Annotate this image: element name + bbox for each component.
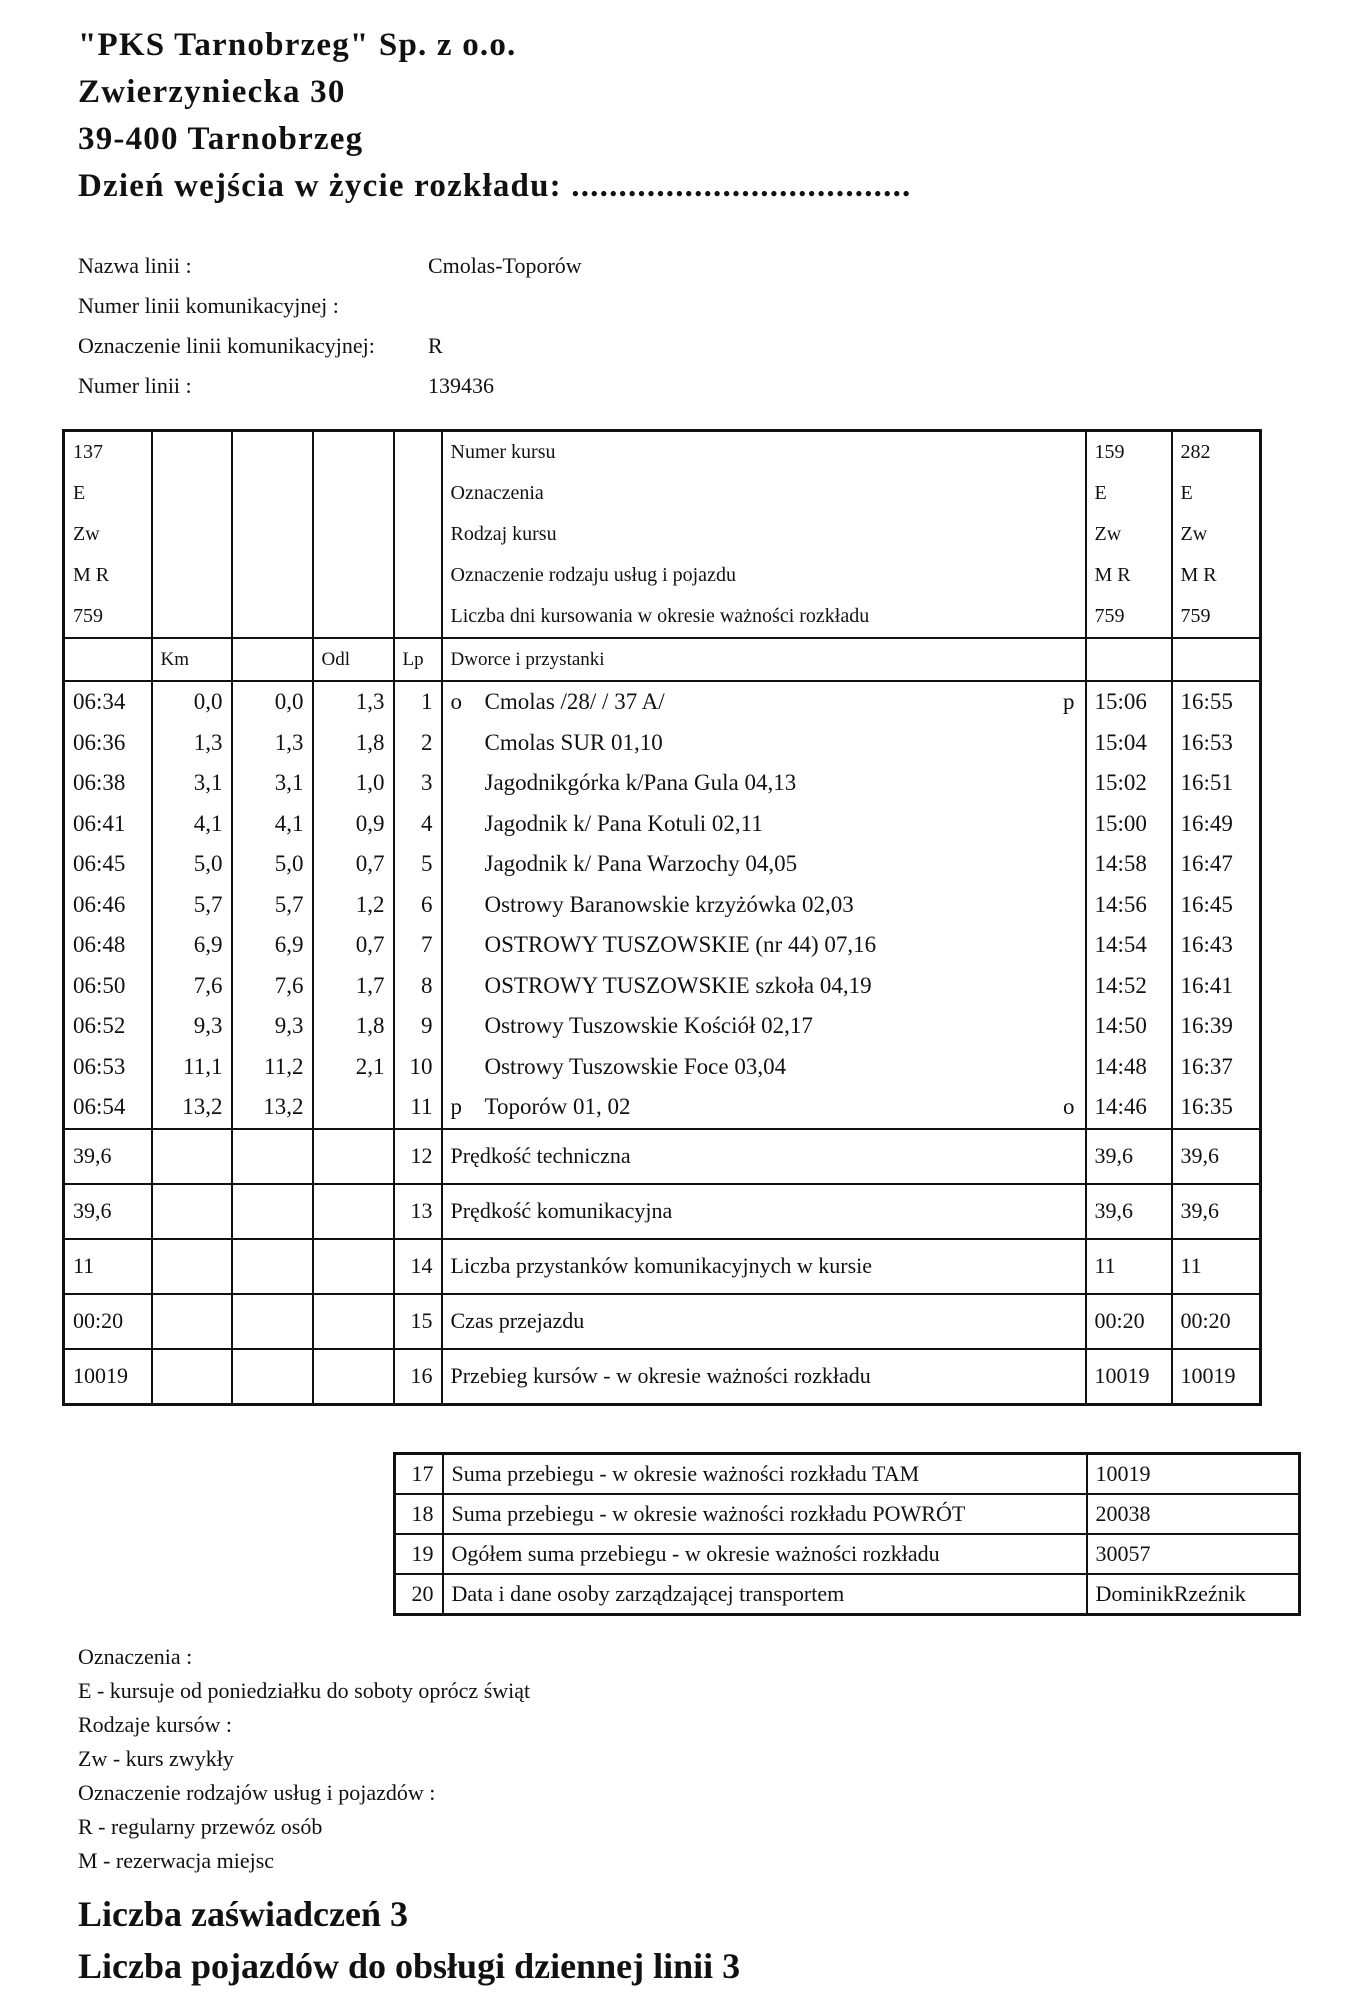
- summary-label: Liczba przystanków komunikacyjnych w kursie: [442, 1239, 1086, 1294]
- totals-body: [395, 1454, 1300, 1615]
- stop-name: Cmolas /28/ / 37 A/: [484, 689, 665, 715]
- summary-lp: 12: [394, 1129, 442, 1184]
- stop-lp: 9: [394, 1006, 442, 1047]
- summary-label: Prędkość komunikacyjna: [442, 1184, 1086, 1239]
- return-time-1: 14:58: [1086, 844, 1172, 885]
- return-time-1: 14:48: [1086, 1047, 1172, 1088]
- distance: 1,8: [313, 1006, 394, 1047]
- stop-lp: 3: [394, 763, 442, 804]
- legend-line: Rodzaje kursów :: [78, 1712, 232, 1737]
- stop-description: [442, 966, 1086, 1007]
- course-type-row: [64, 514, 1261, 555]
- stop-description: [442, 723, 1086, 764]
- totals-row: [395, 1494, 1300, 1534]
- totals-value: DominikRzeźnik: [1087, 1574, 1300, 1615]
- summary-row: [64, 1349, 1261, 1405]
- empty-cell: [313, 1349, 394, 1405]
- stop-name: Ostrowy Tuszowskie Foce 03,04: [484, 1053, 787, 1079]
- km-header: Km: [152, 638, 232, 681]
- summary-value-2: 10019: [1172, 1349, 1261, 1405]
- course-right2-value: Zw: [1172, 514, 1261, 555]
- stop-row: [64, 1006, 1261, 1047]
- stop-description: [442, 885, 1086, 926]
- summary-lp: 15: [394, 1294, 442, 1349]
- stop-name: Jagodnik k/ Pana Warzochy 04,05: [484, 851, 798, 877]
- departure-time: 06:54: [64, 1087, 152, 1129]
- km-forward: 1,3: [152, 723, 232, 764]
- company-city: 39-400 Tarnobrzeg: [78, 121, 364, 157]
- stop-row: [64, 844, 1261, 885]
- summary-lp: 14: [394, 1239, 442, 1294]
- stop-row: [64, 885, 1261, 926]
- stop-description: [442, 925, 1086, 966]
- stop-suffix-marker: o: [1063, 1094, 1075, 1120]
- km-return: 0,0: [232, 681, 313, 723]
- course-left-value: M R: [64, 555, 152, 596]
- legend-line: R - regularny przewóz osób: [78, 1814, 323, 1839]
- stop-name: Jagodnikgórka k/Pana Gula 04,13: [484, 770, 797, 796]
- summary-body: [64, 1129, 1261, 1405]
- km-forward: 4,1: [152, 804, 232, 845]
- line-number-value: 139436: [428, 373, 494, 398]
- totals-table: [393, 1452, 1301, 1616]
- return-time-2: 16:47: [1172, 844, 1261, 885]
- summary-label: Prędkość techniczna: [442, 1129, 1086, 1184]
- summary-row: [64, 1129, 1261, 1184]
- stop-description: [442, 681, 1086, 723]
- distance: 1,8: [313, 723, 394, 764]
- course-right2-value: E: [1172, 473, 1261, 514]
- departure-time: 06:50: [64, 966, 152, 1007]
- summary-label: Przebieg kursów - w okresie ważności rozkładu: [442, 1349, 1086, 1405]
- departure-time: 06:34: [64, 681, 152, 723]
- summary-value-2: 39,6: [1172, 1129, 1261, 1184]
- summary-value-2: 11: [1172, 1239, 1261, 1294]
- totals-row: [395, 1574, 1300, 1615]
- distance: 0,9: [313, 804, 394, 845]
- totals-row: [395, 1454, 1300, 1495]
- stop-lp: 5: [394, 844, 442, 885]
- stop-lp: 10: [394, 1047, 442, 1088]
- stop-lp: 1: [394, 681, 442, 723]
- course-left-value: 759: [64, 596, 152, 638]
- course-label: Liczba dni kursowania w okresie ważności rozkładu: [442, 596, 1086, 638]
- totals-label: Ogółem suma przebiegu - w okresie ważności rozkładu: [443, 1534, 1087, 1574]
- course-label: Oznaczenia: [442, 473, 1086, 514]
- summary-value-1: 10019: [1086, 1349, 1172, 1405]
- return-time-2: 16:41: [1172, 966, 1261, 1007]
- legend: [78, 1640, 530, 1878]
- empty-cell: [232, 1349, 313, 1405]
- course-service-row: [64, 555, 1261, 596]
- summary-label: Czas przejazdu: [442, 1294, 1086, 1349]
- stop-name: OSTROWY TUSZOWSKIE (nr 44) 07,16: [484, 932, 877, 958]
- departure-time: 06:36: [64, 723, 152, 764]
- totals-lp: 18: [395, 1494, 443, 1534]
- departure-time: 06:53: [64, 1047, 152, 1088]
- stop-row: [64, 804, 1261, 845]
- stop-prefix-marker: p: [450, 1094, 462, 1120]
- stop-description: [442, 804, 1086, 845]
- stop-row: [64, 763, 1261, 804]
- departure-time: 06:52: [64, 1006, 152, 1047]
- empty-cell: [313, 1294, 394, 1349]
- km-forward: 5,7: [152, 885, 232, 926]
- distance: 0,7: [313, 844, 394, 885]
- stop-row: [64, 723, 1261, 764]
- km-return: 9,3: [232, 1006, 313, 1047]
- return-time-2: 16:39: [1172, 1006, 1261, 1047]
- stop-row: [64, 1047, 1261, 1088]
- summary-value-2: 00:20: [1172, 1294, 1261, 1349]
- course-days-row: [64, 596, 1261, 638]
- totals-row: [395, 1534, 1300, 1574]
- line-name-label: Nazwa linii :: [78, 253, 192, 278]
- course-left-value: E: [64, 473, 152, 514]
- totals-label: Suma przebiegu - w okresie ważności rozkładu TAM: [443, 1454, 1087, 1495]
- departure-time: 06:45: [64, 844, 152, 885]
- return-time-1: 14:50: [1086, 1006, 1172, 1047]
- stop-name: Cmolas SUR 01,10: [484, 729, 663, 755]
- stop-row: [64, 925, 1261, 966]
- summary-row: [64, 1239, 1261, 1294]
- totals-lp: 17: [395, 1454, 443, 1495]
- distance: 1,3: [313, 681, 394, 723]
- summary-left-value: 39,6: [64, 1184, 152, 1239]
- totals-label: Data i dane osoby zarządzającej transportem: [443, 1574, 1087, 1615]
- km-return: 11,2: [232, 1047, 313, 1088]
- return-time-2: 16:49: [1172, 804, 1261, 845]
- return-time-1: 14:46: [1086, 1087, 1172, 1129]
- distance: 1,2: [313, 885, 394, 926]
- summary-value-2: 39,6: [1172, 1184, 1261, 1239]
- km-forward: 3,1: [152, 763, 232, 804]
- summary-row: [64, 1294, 1261, 1349]
- stops-header: Dworce i przystanki: [442, 638, 1086, 681]
- course-right1-value: 159: [1086, 431, 1172, 474]
- stop-lp: 8: [394, 966, 442, 1007]
- course-right1-value: Zw: [1086, 514, 1172, 555]
- course-label: Numer kursu: [442, 431, 1086, 474]
- km-return: 1,3: [232, 723, 313, 764]
- stop-prefix-marker: o: [450, 689, 462, 715]
- empty-cell: [152, 1129, 232, 1184]
- stop-name: Ostrowy Baranowskie krzyżówka 02,03: [484, 891, 854, 917]
- summary-left-value: 39,6: [64, 1129, 152, 1184]
- empty-cell: [232, 1294, 313, 1349]
- totals-value: 10019: [1087, 1454, 1300, 1495]
- line-designation-label: Oznaczenie linii komunikacyjnej:: [78, 333, 375, 358]
- stops-body: [64, 681, 1261, 1129]
- return-time-1: 14:56: [1086, 885, 1172, 926]
- totals-lp: 20: [395, 1574, 443, 1615]
- km-return: 6,9: [232, 925, 313, 966]
- course-right1-value: E: [1086, 473, 1172, 514]
- summary-lp: 13: [394, 1184, 442, 1239]
- return-time-2: 16:37: [1172, 1047, 1261, 1088]
- empty-cell: [232, 1129, 313, 1184]
- vehicles-count: Liczba pojazdów do obsługi dziennej linii 3: [78, 1946, 741, 1986]
- distance: 1,7: [313, 966, 394, 1007]
- course-right1-value: M R: [1086, 555, 1172, 596]
- km-forward: 5,0: [152, 844, 232, 885]
- km-return: 5,0: [232, 844, 313, 885]
- km-return: 4,1: [232, 804, 313, 845]
- summary-value-1: 39,6: [1086, 1184, 1172, 1239]
- stop-lp: 7: [394, 925, 442, 966]
- km-return: 13,2: [232, 1087, 313, 1129]
- stop-lp: 2: [394, 723, 442, 764]
- return-time-1: 14:52: [1086, 966, 1172, 1007]
- stop-row: [64, 681, 1261, 723]
- course-right2-value: M R: [1172, 555, 1261, 596]
- odl-header: Odl: [313, 638, 394, 681]
- stop-description: [442, 1087, 1086, 1129]
- summary-value-1: 00:20: [1086, 1294, 1172, 1349]
- summary-left-value: 10019: [64, 1349, 152, 1405]
- return-time-2: 16:53: [1172, 723, 1261, 764]
- km-forward: 13,2: [152, 1087, 232, 1129]
- stop-description: [442, 763, 1086, 804]
- departure-time: 06:41: [64, 804, 152, 845]
- stop-row: [64, 966, 1261, 1007]
- empty-cell: [313, 1129, 394, 1184]
- return-time-2: 16:43: [1172, 925, 1261, 966]
- return-time-2: 16:35: [1172, 1087, 1261, 1129]
- line-designation-value: R: [428, 333, 443, 358]
- effective-date: Dzień wejścia w życie rozkładu: ....................................: [78, 168, 912, 204]
- departure-time: 06:46: [64, 885, 152, 926]
- distance: [313, 1087, 394, 1129]
- course-label: Rodzaj kursu: [442, 514, 1086, 555]
- empty-cell: [152, 1349, 232, 1405]
- course-left-value: Zw: [64, 514, 152, 555]
- course-designation-row: [64, 473, 1261, 514]
- distance: 2,1: [313, 1047, 394, 1088]
- totals-value: 30057: [1087, 1534, 1300, 1574]
- departure-time: 06:48: [64, 925, 152, 966]
- line-name-value: Cmolas-Toporów: [428, 253, 582, 278]
- summary-left-value: 11: [64, 1239, 152, 1294]
- km-forward: 0,0: [152, 681, 232, 723]
- timetable: [62, 429, 1262, 1406]
- course-label: Oznaczenie rodzaju usług i pojazdu: [442, 555, 1086, 596]
- return-time-2: 16:51: [1172, 763, 1261, 804]
- course-right2-value: 282: [1172, 431, 1261, 474]
- stop-description: [442, 1047, 1086, 1088]
- return-time-2: 16:45: [1172, 885, 1261, 926]
- stop-name: Jagodnik k/ Pana Kotuli 02,11: [484, 810, 763, 836]
- empty-cell: [152, 1184, 232, 1239]
- summary-left-value: 00:20: [64, 1294, 152, 1349]
- totals-value: 20038: [1087, 1494, 1300, 1534]
- empty-cell: [232, 1239, 313, 1294]
- stop-name: Toporów 01, 02: [484, 1094, 631, 1120]
- return-time-1: 14:54: [1086, 925, 1172, 966]
- stop-suffix-marker: p: [1063, 689, 1075, 715]
- course-left-value: 137: [64, 431, 152, 474]
- return-time-1: 15:06: [1086, 681, 1172, 723]
- legend-line: E - kursuje od poniedziałku do soboty oprócz świąt: [78, 1678, 531, 1703]
- km-forward: 7,6: [152, 966, 232, 1007]
- empty-cell: [152, 1294, 232, 1349]
- totals-lp: 19: [395, 1534, 443, 1574]
- empty-cell: [232, 1184, 313, 1239]
- empty-cell: [313, 1184, 394, 1239]
- course-right1-value: 759: [1086, 596, 1172, 638]
- lp-header: Lp: [394, 638, 442, 681]
- company-street: Zwierzyniecka 30: [78, 74, 346, 110]
- totals-label: Suma przebiegu - w okresie ważności rozkładu POWRÓT: [443, 1494, 1087, 1534]
- stop-name: Ostrowy Tuszowskie Kościół 02,17: [484, 1013, 813, 1039]
- line-number-comm-label: Numer linii komunikacyjnej :: [78, 293, 339, 318]
- certificates-count: Liczba zaświadczeń 3: [78, 1894, 408, 1934]
- legend-line: Oznaczenia :: [78, 1644, 193, 1669]
- km-return: 7,6: [232, 966, 313, 1007]
- company-name: "PKS Tarnobrzeg" Sp. z o.o.: [78, 27, 517, 63]
- course-number-row: [64, 431, 1261, 474]
- departure-time: 06:38: [64, 763, 152, 804]
- km-forward: 11,1: [152, 1047, 232, 1088]
- stop-description: [442, 1006, 1086, 1047]
- summary-lp: 16: [394, 1349, 442, 1405]
- distance: 0,7: [313, 925, 394, 966]
- km-return: 3,1: [232, 763, 313, 804]
- header: [78, 22, 911, 210]
- stop-name: OSTROWY TUSZOWSKIE szkoła 04,19: [484, 972, 872, 998]
- summary-row: [64, 1184, 1261, 1239]
- km-forward: 9,3: [152, 1006, 232, 1047]
- stop-lp: 4: [394, 804, 442, 845]
- stop-row: [64, 1087, 1261, 1129]
- footer: [78, 1888, 740, 1992]
- stop-description: [442, 844, 1086, 885]
- empty-cell: [313, 1239, 394, 1294]
- stop-lp: 6: [394, 885, 442, 926]
- course-right2-value: 759: [1172, 596, 1261, 638]
- distance: 1,0: [313, 763, 394, 804]
- km-return: 5,7: [232, 885, 313, 926]
- stop-lp: 11: [394, 1087, 442, 1129]
- return-time-1: 15:00: [1086, 804, 1172, 845]
- column-header-row: [64, 638, 1261, 681]
- return-time-1: 15:02: [1086, 763, 1172, 804]
- line-number-label: Numer linii :: [78, 373, 192, 398]
- empty-cell: [152, 1239, 232, 1294]
- legend-line: M - rezerwacja miejsc: [78, 1848, 275, 1873]
- summary-value-1: 11: [1086, 1239, 1172, 1294]
- return-time-1: 15:04: [1086, 723, 1172, 764]
- legend-line: Oznaczenie rodzajów usług i pojazdów :: [78, 1780, 436, 1805]
- return-time-2: 16:55: [1172, 681, 1261, 723]
- summary-value-1: 39,6: [1086, 1129, 1172, 1184]
- legend-line: Zw - kurs zwykły: [78, 1746, 234, 1771]
- km-forward: 6,9: [152, 925, 232, 966]
